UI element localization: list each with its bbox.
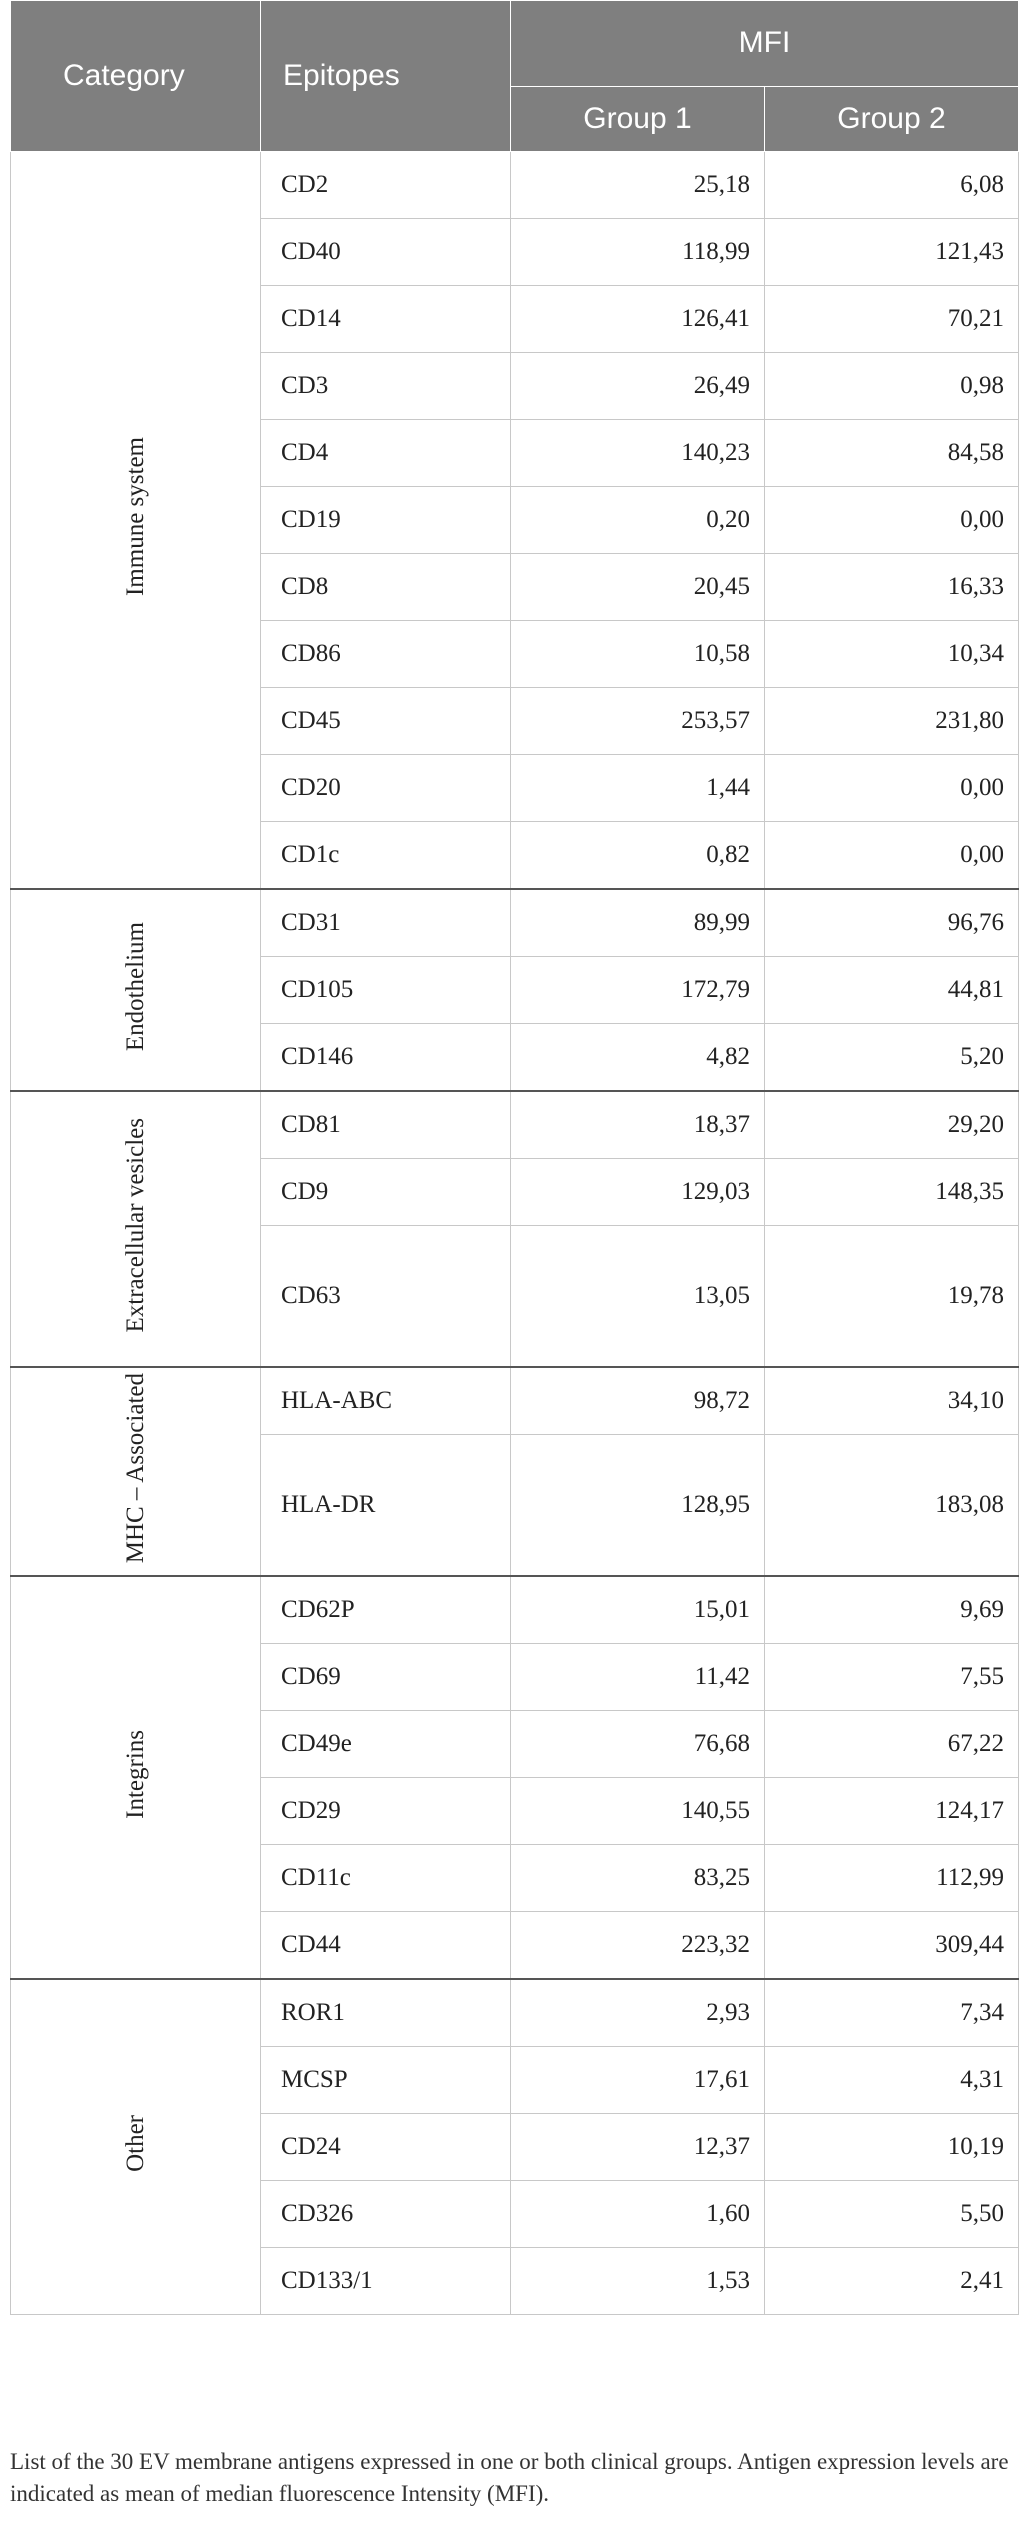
group-2-value: 9,69 [765, 1576, 1019, 1644]
epitope-cell: CD86 [261, 621, 511, 688]
group-1-value: 172,79 [511, 957, 765, 1024]
header-category: Category [11, 1, 261, 152]
group-1-value: 253,57 [511, 688, 765, 755]
group-1-value: 1,53 [511, 2248, 765, 2315]
group-2-value: 44,81 [765, 957, 1019, 1024]
group-2-value: 183,08 [765, 1435, 1019, 1577]
group-1-value: 118,99 [511, 219, 765, 286]
group-2-value: 6,08 [765, 152, 1019, 219]
group-2-value: 84,58 [765, 420, 1019, 487]
header-group-2: Group 2 [765, 86, 1019, 151]
category-cell [11, 889, 261, 1091]
table-header [11, 1, 1019, 152]
group-1-value: 223,32 [511, 1912, 765, 1980]
header-epitopes: Epitopes [261, 1, 511, 152]
group-1-value: 17,61 [511, 2047, 765, 2114]
group-1-value: 129,03 [511, 1159, 765, 1226]
epitope-cell: CD20 [261, 755, 511, 822]
table-row [11, 1979, 1019, 2047]
group-2-value: 121,43 [765, 219, 1019, 286]
group-2-value: 70,21 [765, 286, 1019, 353]
category-cell [11, 1091, 261, 1367]
group-1-value: 18,37 [511, 1091, 765, 1159]
epitope-cell: CD326 [261, 2181, 511, 2248]
group-2-value: 0,00 [765, 822, 1019, 890]
table-row [11, 1091, 1019, 1159]
epitope-cell: CD105 [261, 957, 511, 1024]
group-2-value: 112,99 [765, 1845, 1019, 1912]
epitope-cell: CD1c [261, 822, 511, 890]
category-cell [11, 152, 261, 890]
epitope-cell: CD2 [261, 152, 511, 219]
group-1-value: 2,93 [511, 1979, 765, 2047]
group-1-value: 10,58 [511, 621, 765, 688]
epitope-cell: CD40 [261, 219, 511, 286]
group-1-value: 26,49 [511, 353, 765, 420]
group-2-value: 0,98 [765, 353, 1019, 420]
epitope-cell: CD69 [261, 1644, 511, 1711]
epitope-cell: MCSP [261, 2047, 511, 2114]
epitope-cell: ROR1 [261, 1979, 511, 2047]
category-cell [11, 1979, 261, 2315]
group-2-value: 124,17 [765, 1778, 1019, 1845]
group-2-value: 16,33 [765, 554, 1019, 621]
group-2-value: 148,35 [765, 1159, 1019, 1226]
epitope-cell: CD19 [261, 487, 511, 554]
table-container [10, 0, 1018, 2315]
group-1-value: 140,23 [511, 420, 765, 487]
group-2-value: 96,76 [765, 889, 1019, 957]
epitope-cell: HLA-ABC [261, 1367, 511, 1435]
group-1-value: 4,82 [511, 1024, 765, 1092]
group-2-value: 19,78 [765, 1226, 1019, 1368]
group-2-value: 10,34 [765, 621, 1019, 688]
epitope-cell: CD63 [261, 1226, 511, 1368]
group-2-value: 7,34 [765, 1979, 1019, 2047]
table-row [11, 1576, 1019, 1644]
epitope-cell: CD29 [261, 1778, 511, 1845]
category-label: Extracellular vesicles [121, 1118, 149, 1333]
epitope-cell: CD133/1 [261, 2248, 511, 2315]
table-row [11, 152, 1019, 219]
epitope-cell: CD4 [261, 420, 511, 487]
group-1-value: 0,82 [511, 822, 765, 890]
group-1-value: 83,25 [511, 1845, 765, 1912]
group-1-value: 98,72 [511, 1367, 765, 1435]
group-1-value: 13,05 [511, 1226, 765, 1368]
epitope-cell: CD9 [261, 1159, 511, 1226]
group-2-value: 34,10 [765, 1367, 1019, 1435]
group-1-value: 76,68 [511, 1711, 765, 1778]
table-caption: List of the 30 EV membrane antigens expressed in one or both clinical groups. Antigen expression levels are indicated as mean of median fluorescence Intensity (MFI). [10, 2449, 1009, 2506]
group-1-value: 20,45 [511, 554, 765, 621]
group-1-value: 25,18 [511, 152, 765, 219]
category-cell [11, 1576, 261, 1979]
group-1-value: 126,41 [511, 286, 765, 353]
group-2-value: 7,55 [765, 1644, 1019, 1711]
group-1-value: 89,99 [511, 889, 765, 957]
table-row [11, 889, 1019, 957]
group-2-value: 0,00 [765, 487, 1019, 554]
category-label: Other [121, 2115, 149, 2172]
epitope-cell: CD31 [261, 889, 511, 957]
group-2-value: 231,80 [765, 688, 1019, 755]
category-cell [11, 1367, 261, 1576]
mfi-table [10, 0, 1019, 2315]
category-label: Endothelium [121, 921, 149, 1052]
group-2-value: 5,20 [765, 1024, 1019, 1092]
group-1-value: 140,55 [511, 1778, 765, 1845]
epitope-cell: HLA-DR [261, 1435, 511, 1577]
category-label: MHC – Associated [121, 1372, 149, 1564]
epitope-cell: CD3 [261, 353, 511, 420]
group-2-value: 4,31 [765, 2047, 1019, 2114]
group-1-value: 128,95 [511, 1435, 765, 1577]
group-1-value: 0,20 [511, 487, 765, 554]
epitope-cell: CD44 [261, 1912, 511, 1980]
group-1-value: 11,42 [511, 1644, 765, 1711]
group-2-value: 2,41 [765, 2248, 1019, 2315]
table-body [11, 152, 1019, 2315]
epitope-cell: CD81 [261, 1091, 511, 1159]
category-label: Immune system [121, 436, 149, 596]
epitope-cell: CD24 [261, 2114, 511, 2181]
group-1-value: 15,01 [511, 1576, 765, 1644]
header-group-1: Group 1 [511, 86, 765, 151]
epitope-cell: CD11c [261, 1845, 511, 1912]
epitope-cell: CD49e [261, 1711, 511, 1778]
group-1-value: 1,44 [511, 755, 765, 822]
epitope-cell: CD8 [261, 554, 511, 621]
group-2-value: 309,44 [765, 1912, 1019, 1980]
group-2-value: 10,19 [765, 2114, 1019, 2181]
epitope-cell: CD62P [261, 1576, 511, 1644]
group-1-value: 12,37 [511, 2114, 765, 2181]
group-2-value: 29,20 [765, 1091, 1019, 1159]
epitope-cell: CD146 [261, 1024, 511, 1092]
category-label: Integrins [121, 1729, 149, 1819]
group-2-value: 0,00 [765, 755, 1019, 822]
group-2-value: 5,50 [765, 2181, 1019, 2248]
table-row [11, 1367, 1019, 1435]
header-mfi: MFI [511, 1, 1019, 87]
epitope-cell: CD45 [261, 688, 511, 755]
group-1-value: 1,60 [511, 2181, 765, 2248]
epitope-cell: CD14 [261, 286, 511, 353]
group-2-value: 67,22 [765, 1711, 1019, 1778]
